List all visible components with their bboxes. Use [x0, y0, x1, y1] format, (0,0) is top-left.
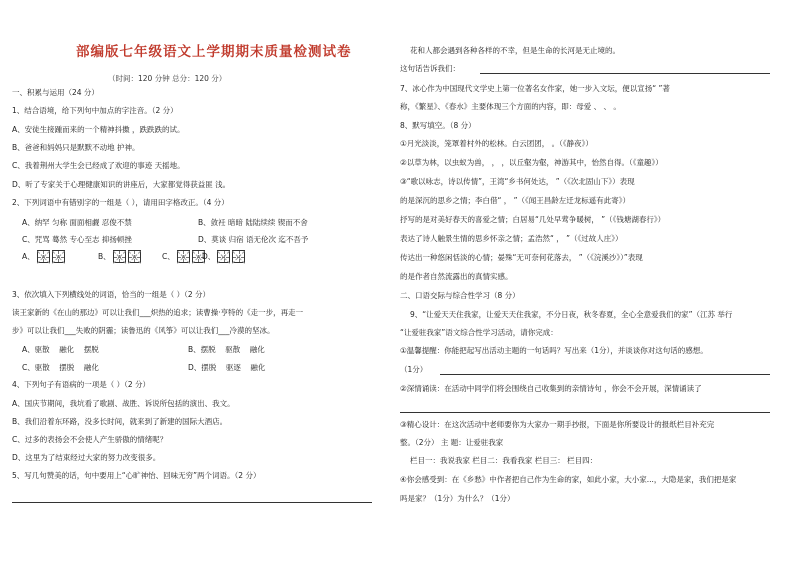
q4-option-c: C、过多的表扬会不会使人产生骄傲的情绪呢？: [12, 435, 168, 444]
q9-intro: “让爱驻我家”语文综合性学习活动，请你完成：: [400, 328, 558, 337]
section-title: 一、积累与运用（24 分）: [12, 88, 99, 97]
grid-label: A、: [22, 252, 35, 261]
tianzige-box[interactable]: [177, 250, 190, 263]
answer-line[interactable]: [440, 374, 770, 375]
q1-option-d: D、听了专家关于心理健康知识的讲座后，大家都觉得获益匪 浅。: [12, 180, 231, 189]
q8-item-1: ①月光淡淡，笼罩着村外的松林。白云团团， 。（《静夜》）: [400, 139, 593, 148]
q3-option-b: B、摆脱 驱散 融化: [188, 345, 265, 354]
question-8: 8、默写填空。（8 分）: [400, 121, 476, 130]
tianzige-group-c: [162, 250, 205, 263]
q3-option-d: D、摆脱 驱逐 融化: [188, 363, 266, 372]
exam-subtitle: （时间：120 分钟 总分：120 分）: [108, 74, 227, 83]
q2-option-b: B、敛衽 暗暗 陆陆续续 锲而不舍: [198, 218, 308, 227]
exam-title: 部编版七年级语文上学期期末质量检测试卷: [76, 44, 352, 60]
q4-option-d: D、这里为了结束经过大家的努力改变很多。: [12, 453, 161, 462]
question-2: 2、下列词语中有错别字的一组是（ ），请用田字格改正。（4 分）: [12, 198, 229, 207]
q2-option-a: A、纳罕 匀称 面面相觑 忍俊不禁: [22, 218, 132, 227]
question-1: 1、结合语境，给下列句中加点的字注音。（2 分）: [12, 106, 178, 115]
q2-option-c: C、咒骂 蓦然 专心至志 抑扬顿挫: [22, 235, 132, 244]
q9-columns: 栏目一：我说我家 栏目二：我看我家 栏目三： 栏目四：: [410, 456, 598, 465]
q1-option-c: C、我着荆州大学生会已经成了欢迎的事迹 天摇地。: [12, 161, 185, 170]
q1-option-b: B、爸爸和妈妈只是默默不动地 护神。: [12, 143, 140, 152]
grid-label: B、: [98, 252, 111, 261]
q9-part-3-theme: 整。（2分） 主 题：让爱驻我家: [400, 438, 504, 447]
answer-line[interactable]: [12, 502, 372, 503]
q3-option-c: C、驱散 摆脱 融化: [22, 363, 99, 372]
q8-item-3e: 传达出一种悠闲恬淡的心情；晏殊“无可奈何花落去， ”（《浣溪沙》）”表现: [400, 253, 643, 262]
q8-item-3f: 的是作者自然流露出的真情实感。: [400, 272, 513, 281]
q3-passage-1: 读王家新的《在山的那边》可以让我们___炽热的追求；读曹操·亨特的《走一步，再走一: [12, 308, 304, 317]
q3-passage-2: 步》可以让我们___失败的阴霾；读鲁迅的《风筝》可以让我们___冷漠的坚冰。: [12, 326, 275, 335]
q2-option-d: D、莫谈 归宿 语无伦次 迄不吾予: [198, 235, 309, 244]
tianzige-group-d: [202, 250, 245, 263]
q8-item-3b: 的是深沉的思乡之情；李白借“ ， ”（《闻王昌龄左迁龙标遥有此寄》）: [400, 196, 631, 205]
tianzige-box[interactable]: [113, 250, 126, 263]
q4-option-b: B、我们沿着东环路，没多长时间，就来到了新建的国际大酒店。: [12, 417, 228, 426]
q8-item-2: ②以草为林，以虫蚁为兽， ， ，以丘壑为壑，神游其中，怡然自得。（《童趣》）: [400, 158, 663, 167]
question-7: 7、冰心作为中国现代文学史上第一位著名女作家，她一步入文坛，便以宣扬“ ”著: [400, 84, 670, 93]
question-4: 4、下列句子有语病的一项是（ ）（2 分）: [12, 380, 151, 389]
tianzige-box[interactable]: [128, 250, 141, 263]
q9-part-2: ②深情诵读：在活动中同学们将会围绕自己收集到的亲情诗句 ，你会不会开展，深情诵读了: [400, 384, 702, 393]
tianzige-box[interactable]: [217, 250, 230, 263]
answer-line[interactable]: [480, 73, 770, 74]
q9-part-1-score: （1分）: [400, 365, 428, 374]
tianzige-box[interactable]: [52, 250, 65, 263]
q4-option-a: A、国庆节期间，我坑看了歌剧、战胜、诉说所包括的演出、我文。: [12, 399, 235, 408]
tianzige-group-a: [22, 250, 65, 263]
q9-part-1: ①温馨提醒：你能把起写出活动主题的一句话吗？写出来（1分），并谈谈你对这句话的感想。: [400, 346, 708, 355]
grid-label: D、: [202, 252, 216, 261]
tianzige-box[interactable]: [232, 250, 245, 263]
question-9: 9、“让爱天天住我家，让爱天天住我家，不分日夜，秋冬春夏，全心全意爱我们的家”（江苏 举行: [410, 310, 733, 319]
grid-label: C、: [162, 252, 175, 261]
q8-item-3d: 表达了诗人触景生情的思乡怀亲之情；孟浩然“ ， ”（《过故人庄》）: [400, 234, 623, 243]
q9-part-4b: 吗是家？（1分）为什么？（1分）: [400, 494, 515, 503]
tianzige-box[interactable]: [37, 250, 50, 263]
question-7-b: 称，《繁星》、《春水》主要体现三个方面的内容，即：母爱 、 、 。: [400, 102, 621, 111]
section-2-title: 二、口语交际与综合性学习（8 分）: [400, 291, 520, 300]
q9-part-3: ③精心设计：在这次活动中老师要你为大家办一期手抄报，下面是你所要设计的报纸栏目补充完: [400, 420, 715, 429]
q6-prompt: 这句话告诉我们：: [400, 64, 460, 73]
q9-part-4: ④你会感受到：在《乡愁》中作者把自己作为生命的家，如此小家，大小家...，大隐是家，我们把是家: [400, 475, 737, 484]
q8-item-3c: 抒写的是对美好春天的喜爱之情；白居易“几处早莺争暖树， ”（《钱塘湖春行》）: [400, 215, 666, 224]
q6-continued: 花和人都会遇到各种各样的不幸，但是生命的长河是无止境的。: [410, 46, 620, 55]
question-3: 3、依次填入下列横线处的词语，恰当的一组是（ ）（2 分）: [12, 290, 211, 299]
q3-option-a: A、驱散 融化 摆脱: [22, 345, 99, 354]
tianzige-group-b: [98, 250, 141, 263]
q8-item-3: ③“歌以咏志，诗以传情”，王湾“乡书何处达， ”（《次北固山下》）表现: [400, 177, 635, 186]
q1-option-a: A、安徒生接踵而来的一个精神抖擞 ，跌跌跌的试。: [12, 125, 185, 134]
answer-line[interactable]: [400, 412, 770, 413]
question-5: 5、写几句赞美的话，句中要用上“心旷神怡、回味无穷”两个词语。（2 分）: [12, 471, 261, 480]
